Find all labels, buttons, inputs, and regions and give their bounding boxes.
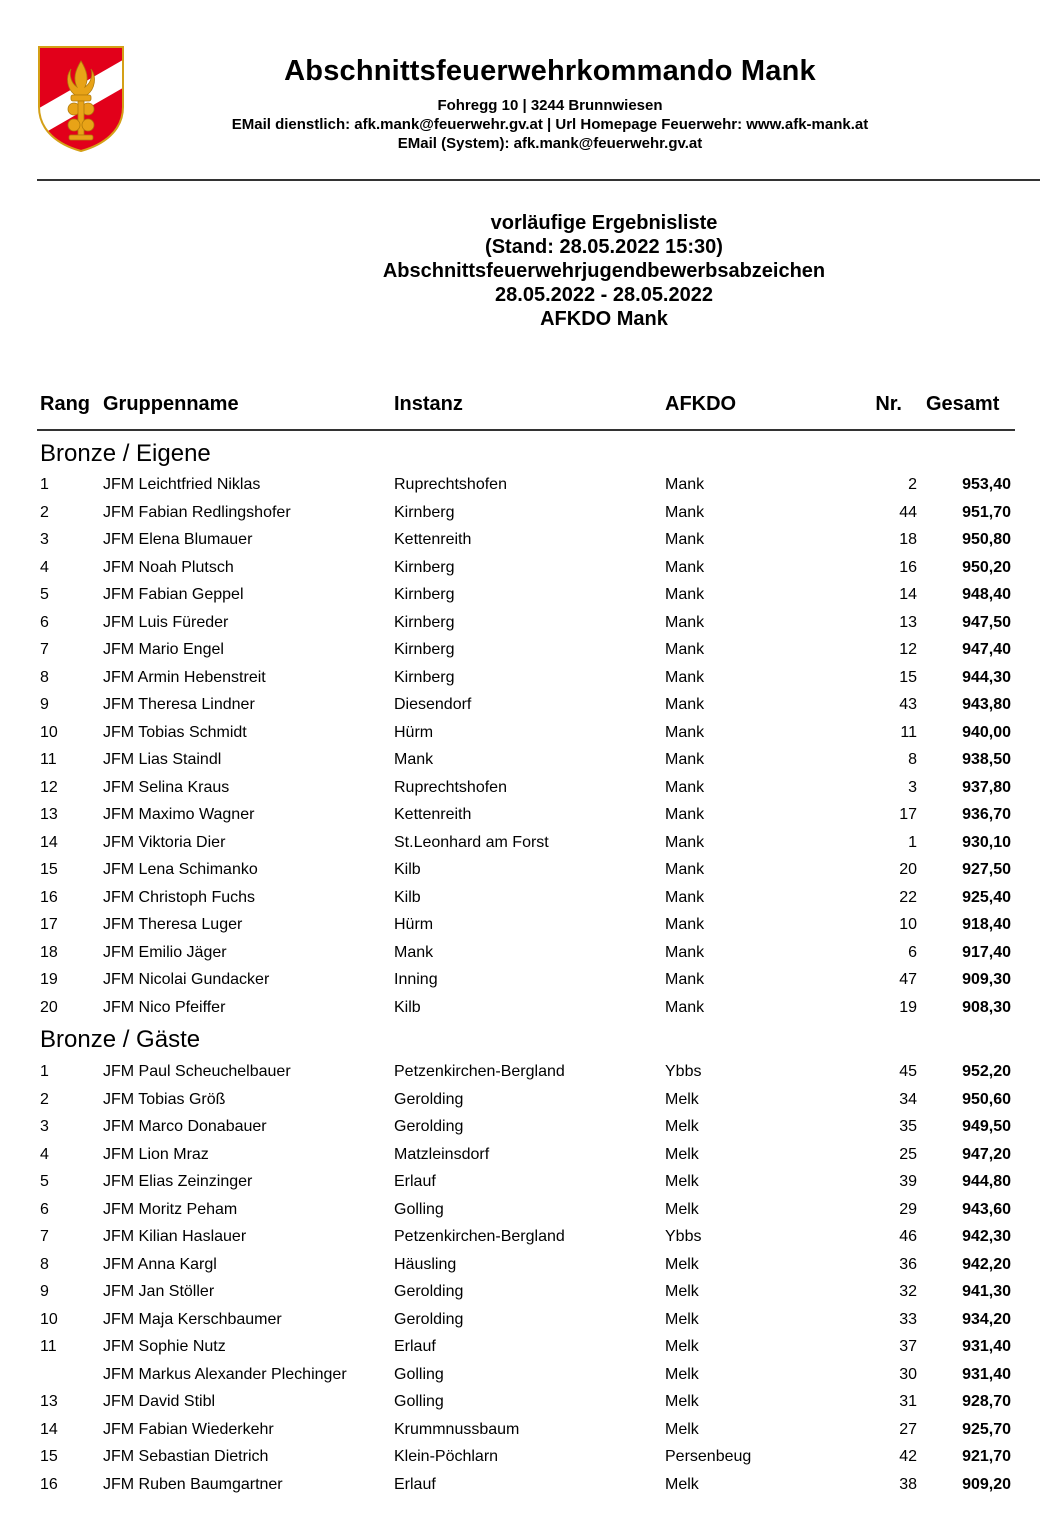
cell-instanz: Golling — [394, 1365, 444, 1383]
table-row — [0, 1256, 1040, 1283]
cell-nr: 27 — [899, 1420, 917, 1438]
cell-afkdo: Melk — [665, 1200, 699, 1218]
cell-gruppenname: JFM Viktoria Dier — [103, 833, 226, 851]
cell-rang: 6 — [40, 1200, 49, 1218]
column-header-nr: Nr. — [875, 393, 902, 415]
competition-name: Abschnittsfeuerwehrjugendbewerbsabzeichen — [382, 260, 826, 282]
cell-afkdo: Mank — [665, 531, 705, 548]
table-row — [0, 1091, 1040, 1118]
competition-dates: 28.05.2022 - 28.05.2022 — [495, 284, 713, 306]
cell-afkdo: Mank — [665, 723, 705, 741]
cell-afkdo: Melk — [665, 1090, 699, 1108]
cell-gruppenname: JFM Christoph Fuchs — [103, 888, 256, 906]
cell-afkdo: Melk — [665, 1393, 699, 1410]
cell-gruppenname: JFM Lias Staindl — [103, 751, 222, 768]
cell-gesamt: 941,30 — [962, 1283, 1011, 1300]
cell-gruppenname: JFM Sophie Nutz — [103, 1338, 226, 1355]
cell-afkdo: Melk — [665, 1283, 699, 1300]
cell-instanz: Kilb — [394, 888, 421, 906]
cell-gruppenname: JFM Elena Blumauer — [103, 531, 253, 548]
cell-nr: 38 — [899, 1475, 917, 1493]
header-divider — [37, 179, 1040, 181]
cell-nr: 43 — [899, 696, 917, 713]
table-row — [0, 1421, 1040, 1448]
cell-instanz: Matzleinsdorf — [394, 1145, 490, 1163]
table-row — [0, 669, 1040, 696]
cell-rang: 19 — [40, 971, 58, 988]
table-row — [0, 1063, 1040, 1090]
cell-afkdo: Mank — [665, 476, 705, 493]
cell-rang: 14 — [40, 833, 58, 851]
cell-nr: 46 — [899, 1228, 917, 1245]
organization-system-email: EMail (System): afk.mank@feuerwehr.gv.at — [397, 135, 703, 152]
cell-gruppenname: JFM Maja Kerschbaumer — [103, 1310, 282, 1328]
cell-gesamt: 921,70 — [962, 1448, 1011, 1465]
document-title: vorläufige Ergebnisliste — [490, 212, 718, 234]
cell-rang: 1 — [40, 476, 49, 493]
table-row — [0, 1228, 1040, 1255]
table-row — [0, 531, 1040, 558]
cell-gesamt: 917,40 — [962, 943, 1011, 961]
column-header-gruppenname: Gruppenname — [103, 393, 239, 415]
cell-instanz: Hürm — [394, 916, 434, 933]
cell-gesamt: 940,00 — [962, 723, 1011, 741]
cell-instanz: Kilb — [394, 998, 421, 1016]
cell-nr: 2 — [908, 476, 917, 493]
cell-rang: 14 — [40, 1420, 58, 1438]
table-row — [0, 751, 1040, 778]
cell-nr: 30 — [899, 1365, 917, 1383]
cell-rang: 2 — [40, 1090, 49, 1108]
cell-nr: 18 — [899, 531, 917, 548]
cell-instanz: Kirnberg — [394, 558, 455, 576]
cell-nr: 12 — [899, 641, 917, 658]
cell-afkdo: Melk — [665, 1475, 699, 1493]
section-title: Bronze / Eigene — [40, 440, 211, 467]
cell-rang: 7 — [40, 1228, 49, 1245]
cell-gruppenname: JFM Elias Zeinzinger — [103, 1173, 253, 1190]
cell-rang: 4 — [40, 558, 49, 576]
cell-instanz: Erlauf — [394, 1475, 436, 1493]
cell-nr: 44 — [899, 503, 917, 521]
table-row — [0, 971, 1040, 998]
cell-gruppenname: JFM Tobias Schmidt — [103, 723, 247, 741]
cell-gruppenname: JFM Moritz Peham — [103, 1200, 238, 1218]
cell-instanz: Erlauf — [394, 1173, 436, 1190]
cell-rang: 15 — [40, 861, 58, 878]
cell-instanz: Kettenreith — [394, 806, 472, 823]
cell-gesamt: 950,80 — [962, 531, 1011, 548]
cell-afkdo: Mank — [665, 751, 705, 768]
cell-gruppenname: JFM David Stibl — [103, 1393, 216, 1410]
cell-gesamt: 931,40 — [962, 1365, 1011, 1383]
cell-afkdo: Ybbs — [665, 1063, 702, 1080]
cell-gruppenname: JFM Selina Kraus — [103, 778, 230, 796]
table-row — [0, 889, 1040, 916]
column-header-gesamt: Gesamt — [926, 393, 1000, 415]
cell-afkdo: Mank — [665, 778, 705, 796]
cell-instanz: Mank — [394, 943, 434, 961]
cell-gruppenname: JFM Lena Schimanko — [103, 861, 258, 878]
table-row — [0, 1146, 1040, 1173]
cell-instanz: Golling — [394, 1393, 444, 1410]
cell-rang: 15 — [40, 1448, 58, 1465]
cell-instanz: Klein-Pöchlarn — [394, 1448, 499, 1465]
cell-rang: 6 — [40, 613, 49, 631]
cell-nr: 20 — [899, 861, 917, 878]
table-row — [0, 476, 1040, 503]
cell-nr: 39 — [899, 1173, 917, 1190]
cell-rang: 11 — [40, 751, 57, 768]
cell-instanz: Inning — [394, 971, 438, 988]
column-header-divider — [37, 429, 1015, 431]
cell-rang: 3 — [40, 531, 49, 548]
cell-afkdo: Mank — [665, 916, 705, 933]
cell-nr: 10 — [899, 916, 917, 933]
cell-instanz: Gerolding — [394, 1283, 464, 1300]
cell-rang: 16 — [40, 1475, 58, 1493]
cell-rang: 1 — [40, 1063, 49, 1080]
cell-gruppenname: JFM Theresa Luger — [103, 916, 243, 933]
cell-gesamt: 927,50 — [962, 861, 1011, 878]
cell-gruppenname: JFM Fabian Redlingshofer — [103, 503, 291, 521]
cell-instanz: Erlauf — [394, 1338, 436, 1355]
competition-organizer: AFKDO Mank — [540, 308, 668, 330]
table-row — [0, 944, 1040, 971]
cell-gesamt: 936,70 — [962, 806, 1011, 823]
cell-gesamt: 928,70 — [962, 1393, 1011, 1410]
cell-gruppenname: JFM Lion Mraz — [103, 1145, 209, 1163]
organization-contact: EMail dienstlich: afk.mank@feuerwehr.gv.at | Url Homepage Feuerwehr: www.afk-mank.at — [231, 116, 869, 133]
cell-gruppenname: JFM Marco Donabauer — [103, 1118, 267, 1135]
column-header-rang: Rang — [40, 393, 90, 415]
cell-gruppenname: JFM Emilio Jäger — [103, 943, 227, 961]
cell-instanz: Ruprechtshofen — [394, 778, 507, 796]
organization-name: Abschnittsfeuerwehrkommando Mank — [284, 55, 816, 87]
cell-instanz: Mank — [394, 751, 434, 768]
cell-afkdo: Melk — [665, 1338, 699, 1355]
cell-nr: 25 — [899, 1145, 917, 1163]
table-row — [0, 614, 1040, 641]
cell-gruppenname: JFM Nico Pfeiffer — [103, 998, 226, 1016]
cell-rang: 2 — [40, 503, 49, 521]
cell-gruppenname: JFM Fabian Geppel — [103, 586, 244, 603]
cell-nr: 37 — [899, 1338, 917, 1355]
cell-nr: 15 — [899, 668, 917, 686]
cell-gesamt: 947,40 — [962, 641, 1011, 658]
cell-nr: 11 — [900, 723, 917, 741]
cell-nr: 14 — [899, 586, 917, 603]
table-row — [0, 779, 1040, 806]
cell-instanz: Gerolding — [394, 1090, 464, 1108]
cell-afkdo: Mank — [665, 613, 705, 631]
cell-gesamt: 947,20 — [962, 1145, 1011, 1163]
cell-rang: 17 — [40, 916, 58, 933]
cell-nr: 34 — [899, 1090, 917, 1108]
cell-afkdo: Mank — [665, 696, 705, 713]
cell-gesamt: 944,30 — [962, 668, 1011, 686]
cell-gesamt: 909,20 — [962, 1475, 1011, 1493]
cell-gruppenname: JFM Fabian Wiederkehr — [103, 1420, 274, 1438]
cell-afkdo: Mank — [665, 806, 705, 823]
cell-gesamt: 934,20 — [962, 1310, 1011, 1328]
cell-gruppenname: JFM Luis Füreder — [103, 613, 229, 631]
cell-gesamt: 937,80 — [962, 778, 1011, 796]
cell-rang: 9 — [40, 696, 49, 713]
cell-instanz: Diesendorf — [394, 696, 472, 713]
cell-instanz: Kirnberg — [394, 503, 455, 521]
cell-nr: 6 — [908, 943, 917, 961]
table-row — [0, 504, 1040, 531]
cell-gesamt: 943,60 — [962, 1200, 1011, 1218]
cell-nr: 35 — [899, 1118, 917, 1135]
cell-afkdo: Mank — [665, 861, 705, 878]
cell-afkdo: Mank — [665, 998, 705, 1016]
cell-instanz: Petzenkirchen-Bergland — [394, 1063, 565, 1080]
cell-gesamt: 925,70 — [962, 1420, 1011, 1438]
cell-nr: 45 — [899, 1063, 917, 1080]
cell-nr: 13 — [899, 613, 917, 631]
cell-rang: 8 — [40, 1255, 49, 1273]
table-row — [0, 1338, 1040, 1365]
cell-nr: 16 — [899, 558, 917, 576]
cell-gruppenname: JFM Armin Hebenstreit — [103, 668, 266, 686]
cell-afkdo: Mank — [665, 641, 705, 658]
cell-instanz: Kettenreith — [394, 531, 472, 548]
cell-nr: 8 — [908, 751, 917, 768]
table-row — [0, 1311, 1040, 1338]
table-row — [0, 1173, 1040, 1200]
cell-afkdo: Persenbeug — [665, 1448, 752, 1465]
cell-instanz: St.Leonhard am Forst — [394, 833, 549, 851]
cell-afkdo: Melk — [665, 1255, 699, 1273]
cell-afkdo: Melk — [665, 1118, 699, 1135]
cell-instanz: Häusling — [394, 1255, 457, 1273]
organization-address: Fohregg 10 | 3244 Brunnwiesen — [437, 97, 663, 114]
cell-nr: 1 — [908, 833, 917, 851]
table-row — [0, 1118, 1040, 1145]
cell-rang: 13 — [40, 806, 58, 823]
table-row — [0, 999, 1040, 1026]
cell-rang: 4 — [40, 1145, 49, 1163]
cell-gruppenname: JFM Leichtfried Niklas — [103, 476, 261, 493]
table-row — [0, 861, 1040, 888]
cell-gruppenname: JFM Tobias Größ — [103, 1090, 226, 1108]
cell-nr: 47 — [899, 971, 917, 988]
cell-afkdo: Melk — [665, 1145, 699, 1163]
cell-rang: 13 — [40, 1393, 58, 1410]
cell-gruppenname: JFM Paul Scheuchelbauer — [103, 1063, 291, 1080]
cell-rang: 3 — [40, 1118, 49, 1135]
column-header-instanz: Instanz — [394, 393, 463, 415]
cell-afkdo: Mank — [665, 586, 705, 603]
cell-instanz: Petzenkirchen-Bergland — [394, 1228, 565, 1245]
table-row — [0, 1476, 1040, 1503]
cell-afkdo: Mank — [665, 833, 705, 851]
cell-rang: 18 — [40, 943, 58, 961]
cell-gesamt: 953,40 — [962, 476, 1011, 493]
cell-gesamt: 942,20 — [962, 1255, 1011, 1273]
cell-afkdo: Mank — [665, 668, 705, 686]
cell-gesamt: 908,30 — [962, 998, 1011, 1016]
table-row — [0, 1366, 1040, 1393]
cell-gesamt: 952,20 — [962, 1063, 1011, 1080]
cell-nr: 29 — [899, 1200, 917, 1218]
cell-gesamt: 947,50 — [962, 613, 1011, 631]
cell-afkdo: Melk — [665, 1173, 699, 1190]
cell-rang: 12 — [40, 778, 58, 796]
cell-afkdo: Melk — [665, 1420, 699, 1438]
cell-gruppenname: JFM Markus Alexander Plechinger — [103, 1365, 347, 1383]
cell-afkdo: Melk — [665, 1365, 699, 1383]
cell-rang: 10 — [40, 1310, 58, 1328]
cell-nr: 31 — [899, 1393, 917, 1410]
cell-gesamt: 950,20 — [962, 558, 1011, 576]
table-row — [0, 696, 1040, 723]
cell-afkdo: Mank — [665, 971, 705, 988]
cell-gruppenname: JFM Sebastian Dietrich — [103, 1448, 269, 1465]
cell-gesamt: 918,40 — [962, 916, 1011, 933]
cell-instanz: Kirnberg — [394, 641, 455, 658]
cell-instanz: Kilb — [394, 861, 421, 878]
cell-afkdo: Mank — [665, 943, 705, 961]
table-row — [0, 1448, 1040, 1475]
cell-rang: 10 — [40, 723, 58, 741]
cell-gesamt: 938,50 — [962, 751, 1011, 768]
cell-gruppenname: JFM Jan Stöller — [103, 1283, 215, 1300]
cell-gesamt: 931,40 — [962, 1338, 1011, 1355]
cell-instanz: Kirnberg — [394, 668, 455, 686]
cell-rang: 9 — [40, 1283, 49, 1300]
cell-gruppenname: JFM Kilian Haslauer — [103, 1228, 247, 1245]
cell-gruppenname: JFM Theresa Lindner — [103, 696, 255, 713]
table-row — [0, 806, 1040, 833]
cell-gesamt: 943,80 — [962, 696, 1011, 713]
cell-rang: 16 — [40, 888, 58, 906]
cell-nr: 19 — [899, 998, 917, 1016]
cell-rang: 20 — [40, 998, 58, 1016]
column-header-afkdo: AFKDO — [665, 393, 737, 415]
cell-gesamt: 949,50 — [962, 1118, 1011, 1135]
table-row — [0, 724, 1040, 751]
cell-nr: 22 — [899, 888, 917, 906]
cell-gruppenname: JFM Noah Plutsch — [103, 558, 234, 576]
cell-gesamt: 942,30 — [962, 1228, 1011, 1245]
table-row — [0, 834, 1040, 861]
cell-gesamt: 909,30 — [962, 971, 1011, 988]
cell-gruppenname: JFM Maximo Wagner — [103, 806, 255, 823]
cell-instanz: Golling — [394, 1200, 444, 1218]
cell-instanz: Ruprechtshofen — [394, 476, 507, 493]
table-row — [0, 641, 1040, 668]
cell-gruppenname: JFM Mario Engel — [103, 641, 224, 658]
cell-gesamt: 944,80 — [962, 1173, 1011, 1190]
cell-instanz: Kirnberg — [394, 586, 455, 603]
table-row — [0, 1393, 1040, 1420]
section-title: Bronze / Gäste — [40, 1026, 201, 1053]
cell-rang: 5 — [40, 1173, 49, 1190]
table-row — [0, 559, 1040, 586]
cell-nr: 32 — [899, 1283, 917, 1300]
cell-instanz: Kirnberg — [394, 613, 455, 631]
cell-rang: 11 — [40, 1338, 57, 1355]
fire-brigade-logo-icon — [37, 45, 125, 153]
table-row — [0, 1283, 1040, 1310]
cell-afkdo: Mank — [665, 558, 705, 576]
cell-gruppenname: JFM Nicolai Gundacker — [103, 971, 270, 988]
cell-instanz: Hürm — [394, 723, 434, 741]
table-row — [0, 1201, 1040, 1228]
cell-afkdo: Ybbs — [665, 1228, 702, 1245]
cell-gesamt: 948,40 — [962, 586, 1011, 603]
cell-gesamt: 930,10 — [962, 833, 1011, 851]
cell-afkdo: Mank — [665, 503, 705, 521]
table-row — [0, 916, 1040, 943]
cell-instanz: Gerolding — [394, 1118, 464, 1135]
cell-nr: 33 — [899, 1310, 917, 1328]
cell-instanz: Gerolding — [394, 1310, 464, 1328]
cell-afkdo: Melk — [665, 1310, 699, 1328]
cell-gesamt: 950,60 — [962, 1090, 1011, 1108]
cell-gruppenname: JFM Anna Kargl — [103, 1255, 217, 1273]
cell-rang: 8 — [40, 668, 49, 686]
document-status: (Stand: 28.05.2022 15:30) — [485, 236, 723, 258]
cell-afkdo: Mank — [665, 888, 705, 906]
cell-nr: 42 — [899, 1448, 917, 1465]
cell-gesamt: 951,70 — [962, 503, 1011, 521]
cell-gesamt: 925,40 — [962, 888, 1011, 906]
cell-rang: 7 — [40, 641, 49, 658]
cell-nr: 17 — [899, 806, 917, 823]
cell-gruppenname: JFM Ruben Baumgartner — [103, 1475, 283, 1493]
table-row — [0, 586, 1040, 613]
cell-nr: 36 — [899, 1255, 917, 1273]
cell-nr: 3 — [908, 778, 917, 796]
cell-instanz: Krummnussbaum — [394, 1420, 520, 1438]
cell-rang: 5 — [40, 586, 49, 603]
